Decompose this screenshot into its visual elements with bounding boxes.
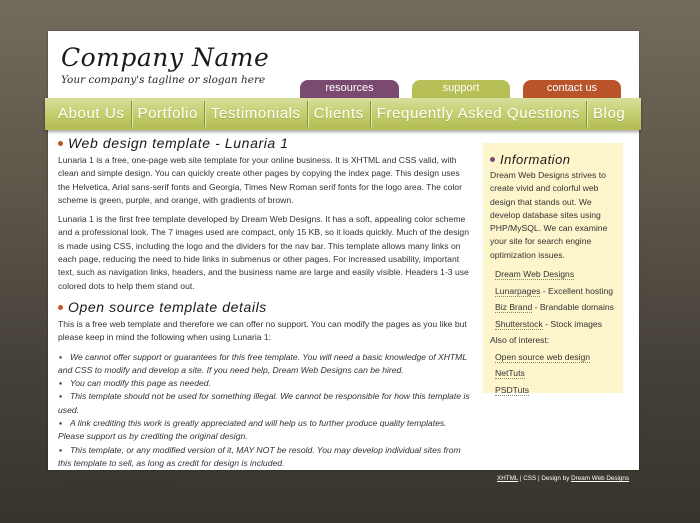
sidebar-link-row	[490, 349, 616, 366]
bullet-icon: ▪	[59, 351, 63, 362]
nav-testimonials[interactable]: Testimonials	[210, 105, 301, 122]
sidebar-link-row: Biz Brand - Brandable domains	[495, 302, 614, 313]
link-open-source-web-design[interactable]: Open source web design	[495, 351, 591, 362]
nav-blog[interactable]: Blog	[592, 105, 626, 122]
link-nettuts[interactable]: NetTuts	[495, 368, 525, 379]
section-heading-web-design	[58, 135, 473, 152]
about-paragraph: Lunaria 1 is the first free template developed by Dream Web Designs. It has a soft, appealing color scheme and a professional look. The 7 images used are compact, only 15 KB, so it loads quickly. Much of the design is made using CSS, including the logo and the dividers for the nav bar. This template allows many links on each page, reducing the need to hide links in submenus or other pages. For increased usability, important text, such as navigation links, headers, and the business name are large and easily visible. Headers 1-3 use colored dots to help them stand out.	[58, 214, 469, 291]
sidebar-description: Dream Web Designs strives to create vivid and colorful web design that stands out. We develop database sites using PHP/MySQL. We can examine your site for search engine optimization issues.	[490, 170, 608, 260]
link-psdtuts[interactable]: PSDTuts	[495, 384, 530, 395]
intro-paragraph: Lunaria 1 is a free, one-page web site template for your online business. It is XHTML and CSS valid, with clean and simple design. You can quickly create other pages by copying the index page. This design uses the Helvetica, Arial sans-serif fonts and Georgia, Times New Roman serif fonts for the logo area. The color scheme is green, purple, and orange, with gradients of brown.	[58, 155, 462, 205]
section-heading-open-source	[58, 299, 473, 316]
sidebar-link-row	[490, 365, 616, 382]
link-biz-brand[interactable]: Biz Brand	[495, 302, 533, 313]
purple-dot-icon	[490, 157, 495, 162]
link-lunarpages[interactable]: Lunarpages	[495, 285, 541, 296]
orange-dot-icon	[58, 305, 63, 310]
footer-xhtml-link[interactable]: XHTML	[497, 475, 519, 482]
bullet-icon: ▪	[59, 418, 63, 429]
tab-contact-us[interactable]: contact us	[523, 80, 621, 100]
nav-clients[interactable]: Clients	[313, 105, 364, 122]
list-item: ▪ A link crediting this work is greatly appreciated and will help us to further produce quality templates. Please support us by crediting the original design.	[58, 418, 447, 442]
footer-css-link[interactable]: CSS	[523, 475, 537, 482]
tab-support[interactable]: support	[412, 80, 510, 100]
main-content	[58, 135, 473, 496]
nav-portfolio[interactable]: Portfolio	[137, 105, 198, 122]
link-shutterstock[interactable]: Shutterstock	[495, 318, 543, 329]
link-dream-web-designs[interactable]: Dream Web Designs	[495, 269, 575, 280]
sidebar-link-row: Shutterstock - Stock images	[495, 318, 602, 329]
section-title: Open source template details	[68, 298, 267, 315]
open-source-intro: This is a free web template and therefore we can offer no support. You can modify the pages as you like but please keep in mind the following when using Lunaria 1:	[58, 318, 467, 343]
orange-dot-icon	[58, 141, 63, 146]
footer-designer-link[interactable]: Dream Web Designs	[571, 475, 630, 482]
closing-text: Thank you for using Lunaria 1!	[58, 477, 175, 488]
footer: XHTML | CSS | Design by Dream Web Designs	[497, 475, 630, 482]
list-item: ▪ We cannot offer support or guarantees for this free template. You will need a basic knowledge of XHTML and CSS to modify and develop a site. If you need help, Dream Web Designs can be hired.	[58, 351, 467, 375]
sidebar-link-row	[490, 266, 616, 283]
tab-resources[interactable]: resources	[300, 80, 399, 100]
terms-list	[58, 351, 473, 471]
information-sidebar	[483, 143, 623, 393]
list-item: ▪ This template, or any modified version of it, MAY NOT be resold. You may develop individual sites from this template to sell, as long as credit for design is included.	[58, 444, 461, 468]
section-title: Web design template - Lunaria 1	[68, 135, 289, 151]
list-item: ▪ This template should not be used for something illegal. We cannot be responsible for how this template is used.	[58, 391, 470, 415]
bullet-icon: ▪	[59, 444, 63, 455]
also-of-interest-label: Also of interest:	[490, 335, 550, 346]
bullet-icon: ▪	[59, 378, 63, 389]
list-item: ▪ You can modify this page as needed.	[58, 377, 473, 390]
nav-faq[interactable]: Frequently Asked Questions	[376, 105, 580, 122]
sidebar-heading: Information	[490, 151, 616, 168]
company-tagline: Your company's tagline or slogan here	[61, 74, 266, 86]
bullet-icon: ▪	[59, 391, 63, 402]
sidebar-link-row: Lunarpages - Excellent hosting	[495, 285, 614, 296]
sidebar-link-row	[490, 382, 616, 399]
nav-about-us[interactable]: About Us	[58, 105, 125, 122]
company-name-logo[interactable]: Company Name	[61, 43, 270, 72]
main-nav-bar	[45, 98, 641, 130]
